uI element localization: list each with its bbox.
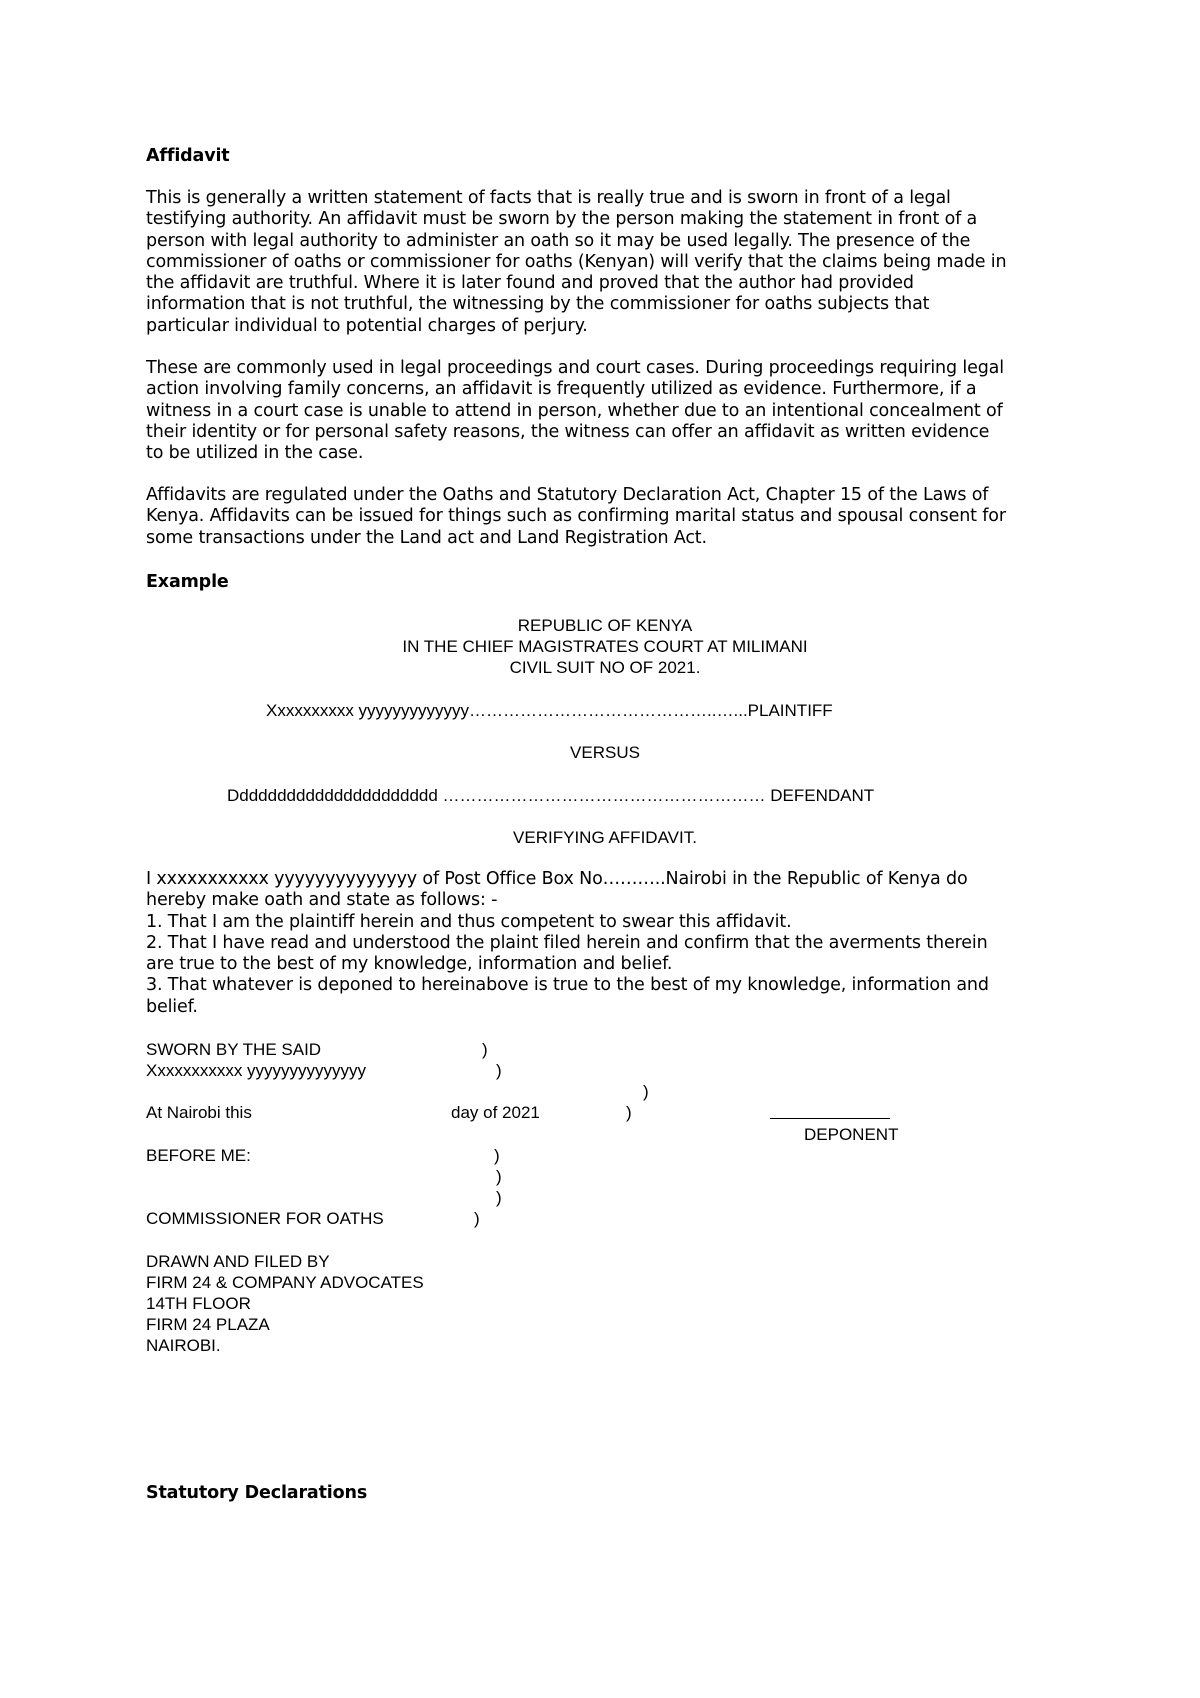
paragraph-line: some transactions under the Land act and Land Registration Act. [146,527,707,548]
paragraph-definition [146,188,1066,337]
affidavit-title: VERIFYING AFFIDAVIT. [513,828,697,847]
paragraph-line: information that is not truthful, the witnessing by the commissioner for oaths subjects that [146,294,930,315]
paragraph-line: the affidavit are truthful. Where it is later found and proved that the author had provided [146,273,914,294]
body-line: are true to the best of my knowledge, information and belief. [146,954,673,975]
drawn-by-line: NAIROBI. [146,1336,221,1355]
versus: VERSUS [570,743,640,762]
paragraph-line: These are commonly used in legal proceedings and court cases. During proceedings requiring legal [146,358,1004,378]
jurat-bracket: ) [482,1040,488,1059]
paragraph-line: to be utilized in the case. [146,443,364,464]
drawn-by-line: DRAWN AND FILED BY [146,1252,330,1271]
sworn-by-label: SWORN BY THE SAID [146,1040,322,1059]
drawn-by-line: FIRM 24 & COMPANY ADVOCATES [146,1273,424,1292]
plaintiff-line: Xxxxxxxxxx yyyyyyyyyyyyy……………………………………..…...PLAINTIFF [266,701,833,720]
court-header-court: IN THE CHIEF MAGISTRATES COURT AT MILIMANI [402,637,808,656]
paragraph-line: action involving family concerns, an affidavit is frequently utilized as evidence. Furthermore, if a [146,379,977,400]
body-line: 3. That whatever is deponed to hereinabove is true to the best of my knowledge, information and [146,975,989,996]
paragraph-line: Affidavits are regulated under the Oaths and Statutory Declaration Act, Chapter 15 of the Laws of [146,485,989,505]
paragraph-line: their identity or for personal safety reasons, the witness can offer an affidavit as written evidence [146,421,990,442]
paragraph-line: person with legal authority to administer an oath so it may be used legally. The presence of the [146,230,971,251]
paragraph-line: particular individual to potential charges of perjury. [146,315,588,336]
day-of-label: day of 2021 [451,1103,540,1122]
paragraph-line: witness in a court case is unable to attend in person, whether due to an intentional concealment of [146,400,1003,421]
deponent-name: Xxxxxxxxxxx yyyyyyyyyyyyyy [146,1061,367,1080]
jurat-bracket: ) [494,1146,500,1165]
heading-example: Example [146,572,229,592]
jurat-bracket: ) [496,1188,502,1207]
commissioner-label: COMMISSIONER FOR OATHS [146,1209,384,1228]
jurat-bracket: ) [474,1209,480,1228]
heading-affidavit: Affidavit [146,146,230,166]
at-nairobi-label: At Nairobi this [146,1103,252,1122]
paragraph-line: commissioner of oaths or commissioner for oaths (Kenyan) will verify that the claims being made in [146,251,1007,272]
jurat-bracket: ) [626,1103,632,1122]
jurat-bracket: ) [496,1061,502,1080]
paragraph-line: This is generally a written statement of facts that is really true and is sworn in front of a legal [146,188,951,208]
paragraph-line: testifying authority. An affidavit must be sworn by the person making the statement in front of a [146,209,978,230]
drawn-by-line: FIRM 24 PLAZA [146,1315,270,1334]
jurat-bracket: ) [496,1167,502,1186]
body-line: I xxxxxxxxxxx yyyyyyyyyyyyyy of Post Office Box No………..Nairobi in the Republic of Kenya do [146,869,968,889]
court-header-republic: REPUBLIC OF KENYA [517,616,693,635]
body-line: hereby make oath and state as follows: - [146,890,498,911]
body-line: 1. That I am the plaintiff herein and thus competent to swear this affidavit. [146,911,792,932]
affidavit-body [146,869,1066,1018]
paragraph-usage [146,358,1066,464]
deponent-label: DEPONENT [804,1125,899,1144]
before-me-label: BEFORE ME: [146,1146,251,1165]
court-header-suit: CIVIL SUIT NO OF 2021. [509,658,701,677]
defendant-line: Dddddddddddddddddddddd ………………………………………………… DEFENDANT [227,786,875,805]
body-line: belief. [146,996,198,1017]
paragraph-line: Kenya. Affidavits can be issued for things such as confirming marital status and spousal consent for [146,506,1006,527]
body-line: 2. That I have read and understood the plaint filed herein and confirm that the averments therein [146,932,988,953]
heading-statutory-declarations: Statutory Declarations [146,1483,368,1503]
jurat-bracket: ) [643,1082,649,1101]
signature-line [770,1118,890,1119]
drawn-by-line: 14TH FLOOR [146,1294,251,1313]
paragraph-regulation [146,485,1066,549]
